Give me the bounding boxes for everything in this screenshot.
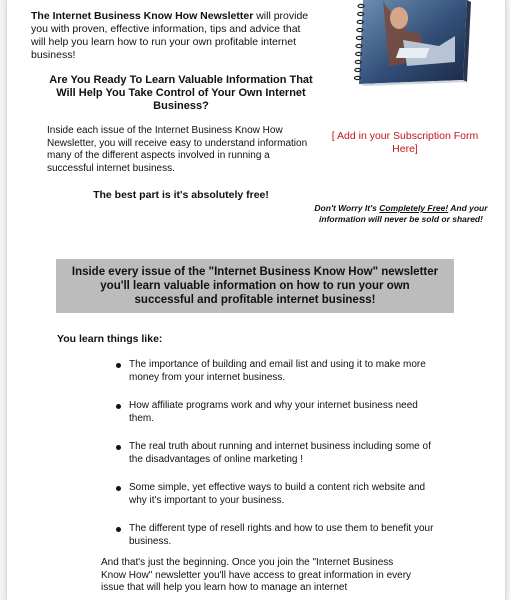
benefits-list [111,359,436,564]
intro-paragraph [31,10,311,62]
description-paragraph: Inside each issue of the Internet Business Know How Newsletter, you will receive easy to understand information many of the different aspects involved in running a successful internet business. [47,125,308,174]
newsletter-page [6,0,506,600]
ebook-cover-image [343,0,479,86]
highlight-banner [56,259,454,313]
banner-text: Inside every issue of the "Internet Business Know How" newsletter you'll learn valuable information on how to run your own successful and profitable internet business! [71,266,439,306]
list-item: How affiliate programs work and why your internet business need them. [111,400,436,437]
subscription-form-placeholder: [ Add in your Subscription Form Here] [331,130,479,155]
completely-free-text: Completely Free! [379,203,449,213]
list-item: Some simple, yet effective ways to build a content rich website and why it's important to your business. [111,482,436,519]
list-item: The importance of building and email list and using it to make more money from your internet business. [111,359,436,396]
closing-paragraph: And that's just the beginning. Once you join the "Internet Business Know How" newsletter you'll have access to great information in every issue that will help you learn how to manage an internet [101,557,412,593]
newsletter-name: The Internet Business Know How Newsletter [31,10,254,22]
free-line: The best part is it's absolutely free! [93,189,269,201]
list-item: The real truth about running and internet business including some of the disadvantages of online marketing ! [111,441,436,478]
privacy-note: Don't Worry It's Completely Free! And your information will never be sold or shared! [314,203,488,224]
intro-text: will provide you with proven, effective information, tips and advice that will help you learn how to run your own profitable internet business! [31,10,309,61]
headline: Are You Ready To Learn Valuable Information That Will Help You Take Control of Your Own Internet Business? [49,74,313,112]
list-item: The different type of resell rights and how to use them to benefit your business. [111,523,436,560]
learn-heading: You learn things like: [57,333,163,345]
